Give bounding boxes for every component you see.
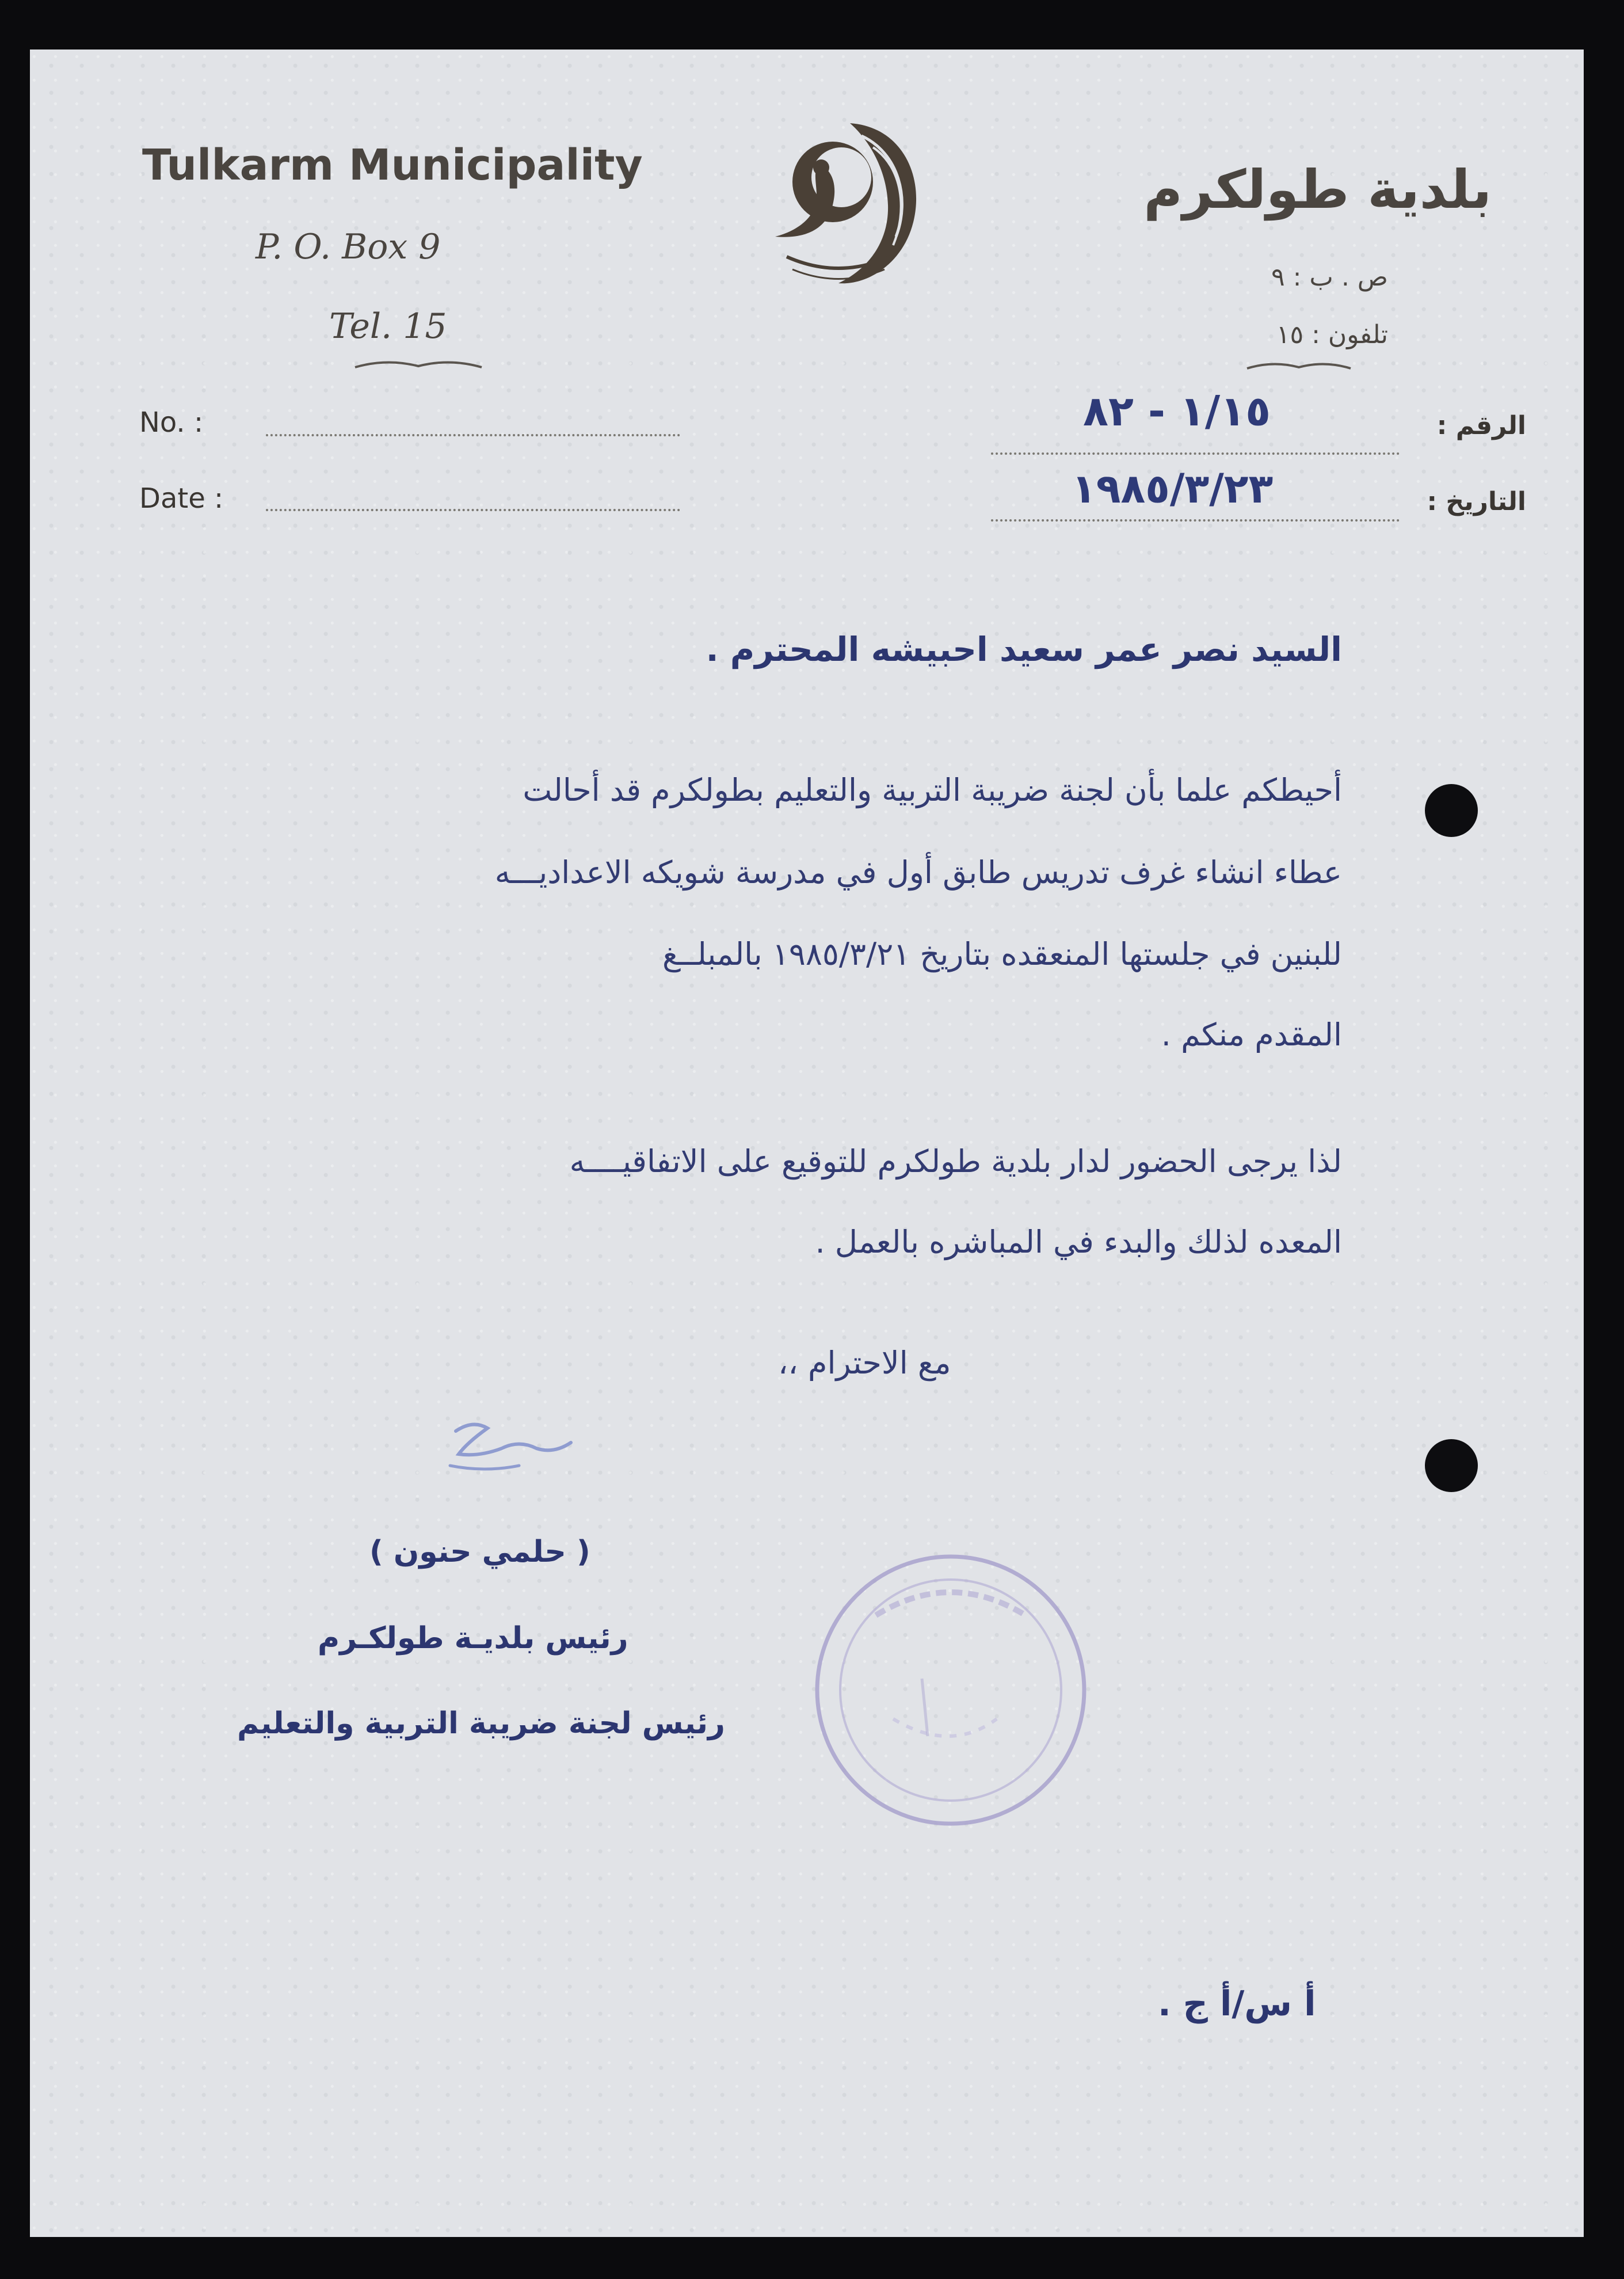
- english-municipality-name: Tulkarm Municipality: [142, 140, 643, 190]
- binder-hole-bottom: [1425, 1439, 1478, 1492]
- date-dotted-line: [266, 509, 680, 511]
- no-label: No. :: [139, 406, 204, 439]
- arabic-no-label: الرقم :: [1436, 411, 1526, 440]
- arabic-date-label: التاريخ :: [1427, 487, 1526, 516]
- binder-hole-top: [1425, 784, 1478, 837]
- signatory-title-committee: رئيس لجنة ضريبة التربية والتعليم: [237, 1706, 725, 1741]
- paragraph2-line2: المعده لذلك والبدء في المباشره بالعمل .: [815, 1224, 1342, 1260]
- arabic-po-box: ص . ب : ٩: [1271, 262, 1388, 292]
- paragraph1-line2: عطاء انشاء غرف تدريس طابق أول في مدرسة شويكه الاعداديـــه: [494, 854, 1342, 891]
- paragraph1-line3: للبنين في جلستها المنعقده بتاريخ ١٩٨٥/٣/٢١ بالمبلــغ: [662, 936, 1342, 972]
- arabic-date-dotted-line: [991, 519, 1400, 522]
- date-value: ١٩٨٥/٣/٢٣: [1072, 465, 1274, 512]
- paragraph1-line1: أحيطكم علما بأن لجنة ضريبة التربية والتعليم بطولكرم قد أحالت: [523, 772, 1342, 808]
- english-telephone: Tel. 15: [329, 306, 447, 347]
- arabic-no-dotted-line: [991, 452, 1400, 455]
- arabic-municipality-name: بلدية طولكرم: [1143, 159, 1492, 220]
- signatory-name: ( حلمي حنون ): [369, 1535, 590, 1569]
- no-dotted-line: [266, 434, 680, 436]
- municipality-logo-icon: [752, 113, 931, 303]
- paragraph1-line4: المقدم منكم .: [1161, 1017, 1342, 1053]
- closing-line: مع الاحترام ،،: [778, 1345, 951, 1381]
- typist-initials: أ س/أ ج .: [1158, 1984, 1316, 2024]
- letter-paper: [30, 50, 1584, 2237]
- paragraph2-line1: لذا يرجى الحضور لدار بلدية طولكرم للتوقيع على الاتفاقيــــه: [569, 1143, 1342, 1180]
- arabic-telephone: تلفون : ١٥: [1276, 320, 1388, 349]
- telephone-flourish: [352, 356, 485, 373]
- reference-number-value: ١/١٥ - ٨٢: [1083, 387, 1271, 435]
- arabic-telephone-flourish: [1244, 358, 1354, 374]
- english-po-box: P. O. Box 9: [256, 227, 441, 267]
- handwritten-signature-icon: [433, 1408, 582, 1483]
- signatory-title-mayor: رئيس بلديـة طولكـرم: [318, 1621, 628, 1656]
- recipient-line: السيد نصر عمر سعيد احبيشه المحترم .: [706, 630, 1342, 669]
- date-label: Date :: [139, 482, 224, 515]
- official-stamp-icon: [807, 1546, 1095, 1834]
